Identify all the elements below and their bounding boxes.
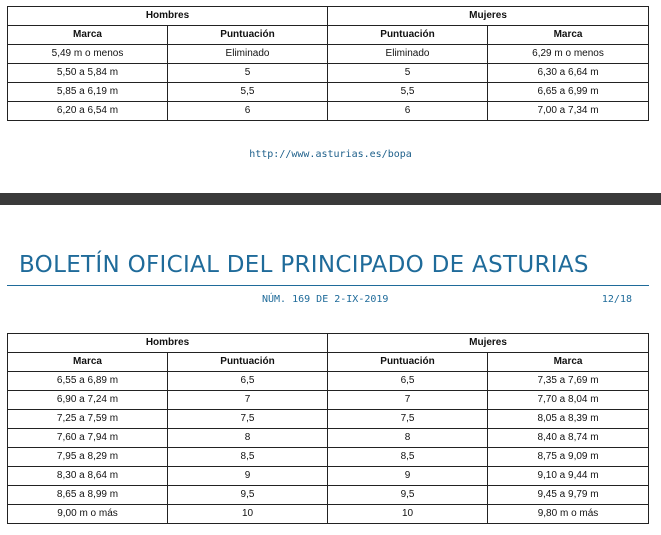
cell-puntuacion-mujeres: 9,5: [328, 486, 488, 505]
cell-puntuacion-hombres: Eliminado: [168, 45, 328, 64]
table-row: [8, 102, 649, 121]
cell-puntuacion-hombres: 5: [168, 64, 328, 83]
cell-marca-hombres: 5,49 m o menos: [8, 45, 168, 64]
cell-puntuacion-mujeres: 9: [328, 467, 488, 486]
cell-puntuacion-hombres: 9: [168, 467, 328, 486]
table-row: [8, 486, 649, 505]
cell-puntuacion-hombres: 6: [168, 102, 328, 121]
cell-puntuacion-hombres: 7: [168, 391, 328, 410]
cell-puntuacion-mujeres: 10: [328, 505, 488, 524]
cell-puntuacion-hombres: 10: [168, 505, 328, 524]
cell-puntuacion-mujeres: 7: [328, 391, 488, 410]
cell-marca-mujeres: 8,40 a 8,74 m: [488, 429, 649, 448]
cell-marca-hombres: 7,25 a 7,59 m: [8, 410, 168, 429]
col-header-puntuacion-mujeres: Puntuación: [328, 26, 488, 45]
cell-puntuacion-mujeres: 5,5: [328, 83, 488, 102]
col-header-marca-hombres: Marca: [8, 26, 168, 45]
cell-puntuacion-hombres: 8: [168, 429, 328, 448]
cell-marca-hombres: 5,50 a 5,84 m: [8, 64, 168, 83]
cell-marca-mujeres: 7,35 a 7,69 m: [488, 372, 649, 391]
group-header-hombres: Hombres: [8, 7, 328, 26]
cell-marca-hombres: 6,90 a 7,24 m: [8, 391, 168, 410]
cell-marca-hombres: 7,95 a 8,29 m: [8, 448, 168, 467]
cell-marca-hombres: 8,65 a 8,99 m: [8, 486, 168, 505]
cell-marca-hombres: 5,85 a 6,19 m: [8, 83, 168, 102]
cell-puntuacion-mujeres: Eliminado: [328, 45, 488, 64]
group-header-mujeres: Mujeres: [328, 334, 649, 353]
cell-marca-mujeres: 7,70 a 8,04 m: [488, 391, 649, 410]
cell-puntuacion-mujeres: 6: [328, 102, 488, 121]
table-row: [8, 83, 649, 102]
col-header-marca-mujeres: Marca: [488, 26, 649, 45]
col-header-marca-mujeres: Marca: [488, 353, 649, 372]
page-separator: [0, 193, 661, 205]
cell-puntuacion-hombres: 9,5: [168, 486, 328, 505]
table-row: [8, 505, 649, 524]
cell-puntuacion-mujeres: 8: [328, 429, 488, 448]
table-row: [8, 372, 649, 391]
table-row: [8, 391, 649, 410]
col-header-puntuacion-hombres: Puntuación: [168, 353, 328, 372]
group-header-hombres: Hombres: [8, 334, 328, 353]
cell-marca-mujeres: 6,65 a 6,99 m: [488, 83, 649, 102]
cell-puntuacion-hombres: 5,5: [168, 83, 328, 102]
cell-marca-hombres: 8,30 a 8,64 m: [8, 467, 168, 486]
score-table-1: [7, 6, 649, 121]
table-row: [8, 64, 649, 83]
cell-marca-mujeres: 8,05 a 8,39 m: [488, 410, 649, 429]
cell-marca-hombres: 7,60 a 7,94 m: [8, 429, 168, 448]
title-rule: [7, 285, 649, 286]
cell-marca-hombres: 9,00 m o más: [8, 505, 168, 524]
table-row: [8, 467, 649, 486]
bulletin-title: BOLETÍN OFICIAL DEL PRINCIPADO DE ASTURIAS: [19, 252, 589, 278]
issue-number: NÚM. 169 DE 2-IX-2019: [262, 294, 389, 305]
cell-marca-hombres: 6,20 a 6,54 m: [8, 102, 168, 121]
table-row: [8, 45, 649, 64]
cell-puntuacion-hombres: 6,5: [168, 372, 328, 391]
cell-marca-mujeres: 6,30 a 6,64 m: [488, 64, 649, 83]
cell-marca-mujeres: 8,75 a 9,09 m: [488, 448, 649, 467]
col-header-marca-hombres: Marca: [8, 353, 168, 372]
cell-puntuacion-mujeres: 6,5: [328, 372, 488, 391]
score-table-2: [7, 333, 649, 524]
cell-puntuacion-mujeres: 5: [328, 64, 488, 83]
cell-puntuacion-mujeres: 7,5: [328, 410, 488, 429]
cell-marca-mujeres: 7,00 a 7,34 m: [488, 102, 649, 121]
cell-marca-mujeres: 9,45 a 9,79 m: [488, 486, 649, 505]
cell-marca-mujeres: 9,10 a 9,44 m: [488, 467, 649, 486]
table-row: [8, 429, 649, 448]
cell-marca-mujeres: 9,80 m o más: [488, 505, 649, 524]
col-header-puntuacion-mujeres: Puntuación: [328, 353, 488, 372]
group-header-mujeres: Mujeres: [328, 7, 649, 26]
bopa-url-link[interactable]: http://www.asturias.es/bopa: [249, 149, 412, 160]
cell-marca-hombres: 6,55 a 6,89 m: [8, 372, 168, 391]
col-header-puntuacion-hombres: Puntuación: [168, 26, 328, 45]
cell-marca-mujeres: 6,29 m o menos: [488, 45, 649, 64]
page-number: 12/18: [601, 294, 632, 305]
table-row: [8, 448, 649, 467]
cell-puntuacion-hombres: 7,5: [168, 410, 328, 429]
cell-puntuacion-mujeres: 8,5: [328, 448, 488, 467]
table-row: [8, 410, 649, 429]
cell-puntuacion-hombres: 8,5: [168, 448, 328, 467]
